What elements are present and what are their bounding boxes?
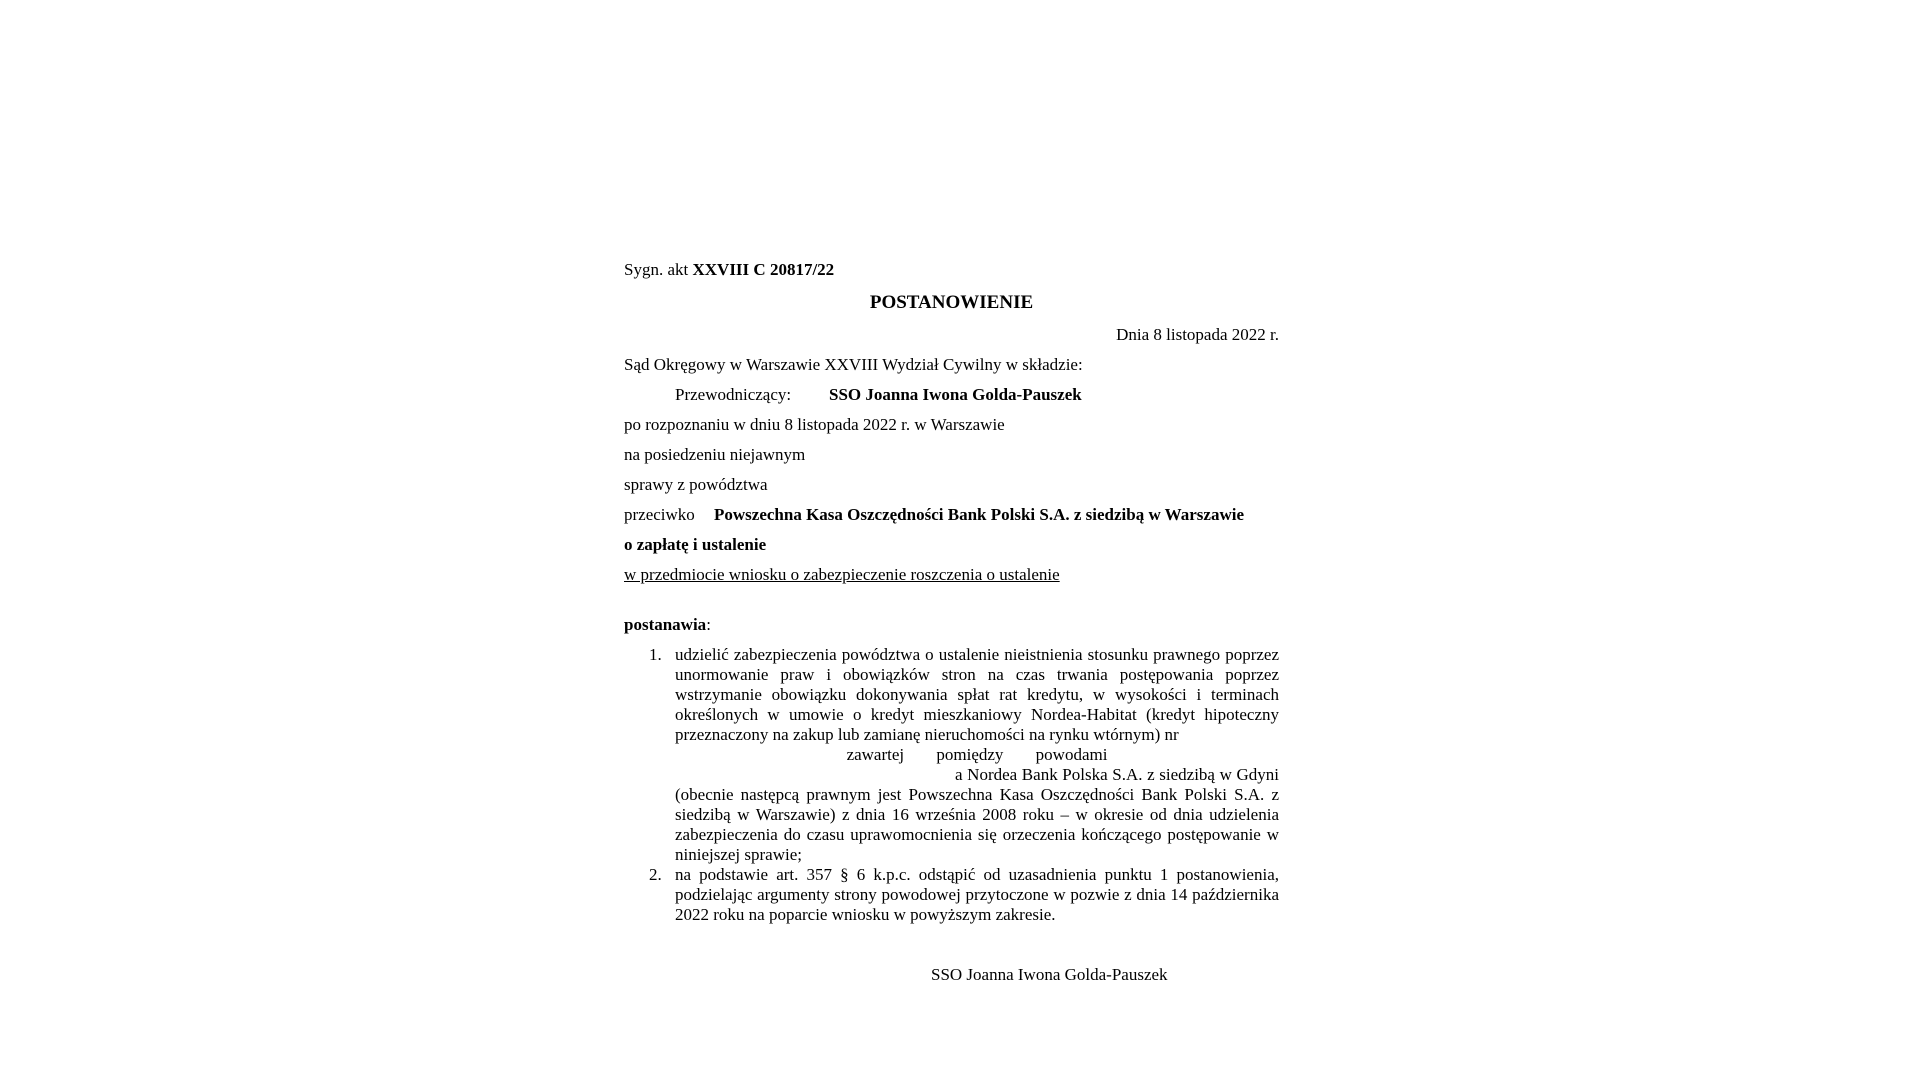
case-reference-label: Sygn. akt [624,260,689,279]
decision-date: Dnia 8 listopada 2022 r. [1116,325,1279,344]
case-reference [624,260,834,280]
decision-item-text-mid: zawartej pomiędzy powodami [846,745,1108,764]
decision-item-number: 1. [649,645,662,664]
decision-colon: : [706,615,711,634]
case-number: XXVIII C 20817/22 [692,260,835,279]
chair-name: SSO Joanna Iwona Golda-Pauszek [829,385,1082,404]
decision-item [649,865,1279,925]
chair-label: Przewodniczący: [675,385,792,404]
decision-heading [624,615,711,635]
document-title: POSTANOWIENIE [869,292,1034,313]
document-page [624,0,1279,1080]
motion-subject: w przedmiocie wniosku o zabezpieczenie roszczenia o ustalenie [624,565,1060,584]
judge-signature: SSO Joanna Iwona Golda-Pauszek [931,965,1168,984]
against-label: przeciwko [624,505,695,524]
case-from-line: sprawy z powództwa [624,475,768,494]
court-composition: Sąd Okręgowy w Warszawie XXVIII Wydział Cywilny w składzie: [624,355,1083,374]
decision-item [649,645,1279,865]
case-subject: o zapłatę i ustalenie [624,535,767,554]
examination-line: po rozpoznaniu w dniu 8 listopada 2022 r. w Warszawie [624,415,1005,434]
defendant-name: Powszechna Kasa Oszczędności Bank Polski S.A. z siedzibą w Warszawie [714,505,1244,524]
decision-item-number: 2. [649,865,662,884]
decision-item-text: na podstawie art. 357 § 6 k.p.c. odstąpić od uzasadnienia punktu 1 postanowienia, podzielając argumenty strony powodowej przytoczone w pozwie z dnia 14 października 2022 roku na poparcie wniosku w powyższym zakresie. [675,865,1279,924]
decision-label: postanawia [624,615,707,634]
decision-item-text: udzielić zabezpieczenia powództwa o ustalenie nieistnienia stosunku prawnego poprzez unormowanie praw i obowiązków stron na czas trwania postępowania poprzez wstrzymanie obowiązku dokonywania spłat rat kredytu, w wysokości i terminach określonych w umowie o kredyt mieszkaniowy Nordea-Habitat (kredyt hipoteczny przeznaczony na zakup lub zamianę nieruchomości na rynku wtórnym) nr [675,645,1279,744]
session-line: na posiedzeniu niejawnym [624,445,806,464]
decision-item-text-cont: a Nordea Bank Polska S.A. z siedzibą w Gdyni (obecnie następcą prawnym jest Powszechna Kasa Oszczędności Bank Polski S.A. z siedzibą w Warszawie) z dnia 16 września 2008 roku – w okresie od dnia udzielenia zabezpieczenia do czasu uprawomocnienia się orzeczenia kończącego postępowanie w niniejszej sprawie; [675,765,1279,864]
